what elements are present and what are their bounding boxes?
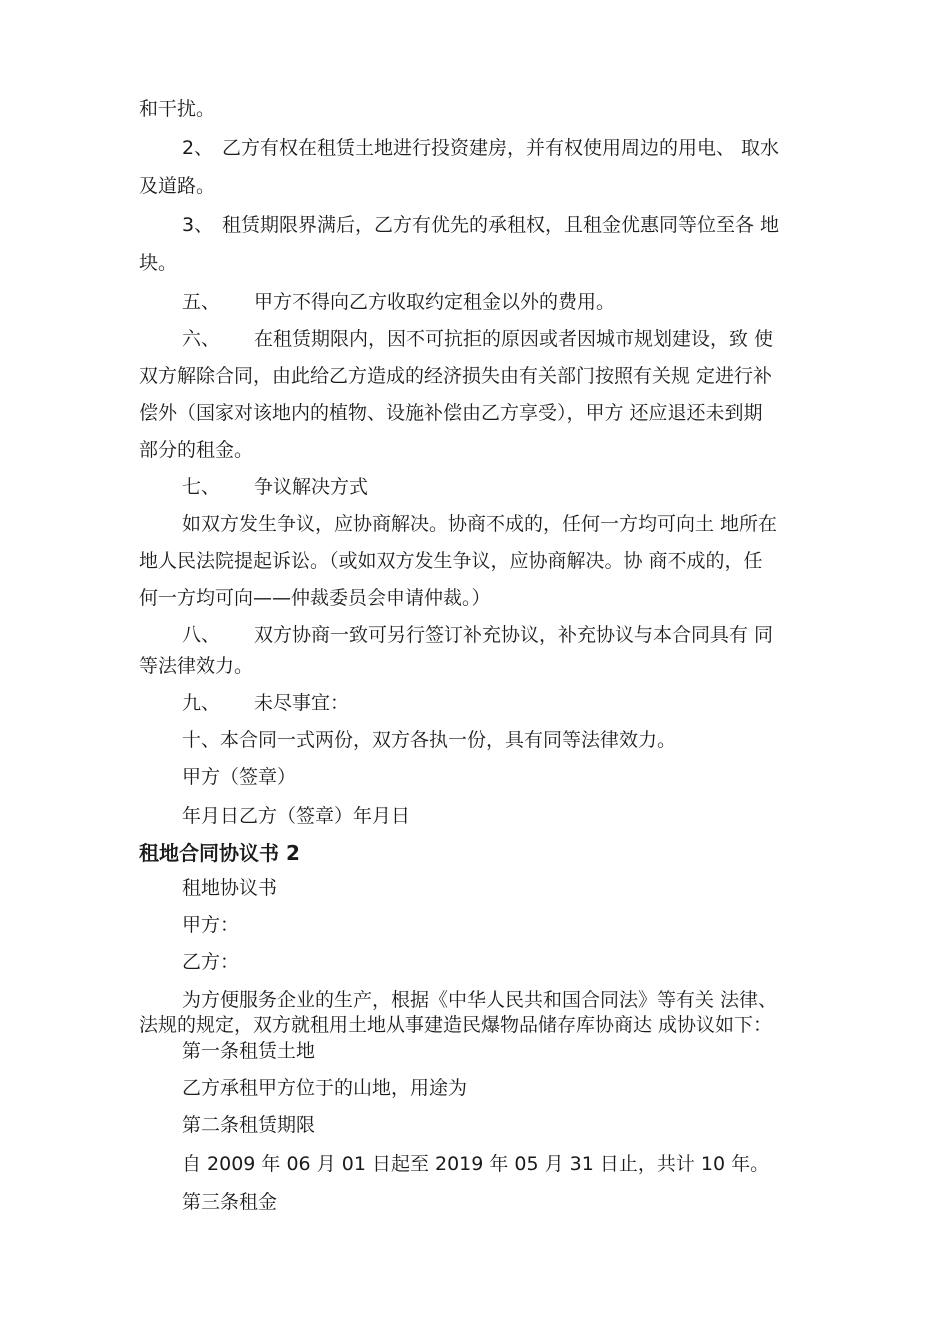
article-6-cont: 双方解除合同，由此给乙方造成的经济损失由有关部门按照有关规 定进行补 偿外（国家对该地内的植物、设施补偿由乙方享受），甲方 还应退还未到期 部分的租金。: [139, 365, 773, 461]
clause-number: 2、: [182, 137, 214, 159]
paragraph-cont: 和干扰。: [139, 98, 216, 120]
article-9: 九、 未尽事宜：: [182, 685, 827, 722]
article-1-heading: 第一条租赁土地: [182, 1040, 316, 1062]
article-number: 五、: [182, 291, 221, 313]
article-10: 十、本合同一式两份，双方各执一份，具有同等法律效力。: [182, 729, 677, 751]
clause-3: 3、 租赁期限界满后，乙方有优先的承租权，且租金优惠同等位至各 地: [182, 207, 827, 244]
party-a-signature: 甲方（签章）: [182, 766, 297, 788]
dispute-paragraph: 如双方发生争议，应协商解决。协商不成的，任何一方均可向土 地所在: [182, 513, 778, 535]
article-8: 八、 双方协商一致可另行签订补充协议，补充协议与本合同具有 同: [182, 617, 827, 654]
section-heading: 租地合同协议书 2: [139, 841, 300, 865]
clause-3-cont: 块。: [139, 252, 178, 274]
article-number: 六、: [182, 328, 221, 350]
article-number: 八、: [182, 624, 221, 646]
article-8-cont: 等法律效力。: [139, 655, 254, 677]
agreement-title: 租地协议书: [182, 877, 278, 899]
article-3-heading: 第三条租金: [182, 1191, 278, 1213]
clause-number: 3、: [182, 214, 214, 236]
clause-2: 2、 乙方有权在租赁土地进行投资建房，并有权使用周边的用电、 取水: [182, 130, 827, 167]
party-a-line: 甲方：: [182, 914, 240, 936]
dispute-paragraph-cont: 地人民法院提起诉讼。（或如双方发生争议，应协商解决。协 商不成的，任 何一方均可向——仲裁委员会申请仲裁。）: [139, 550, 763, 609]
article-5: 五、 甲方不得向乙方收取约定租金以外的费用。: [182, 284, 827, 321]
party-b-line: 乙方：: [182, 951, 240, 973]
article-number: 九、: [182, 692, 221, 714]
preamble: 为方便服务企业的生产，根据《中华人民共和国合同法》等有关 法律、: [182, 989, 778, 1011]
article-6: 六、 在租赁期限内，因不可抗拒的原因或者因城市规划建设，致 使: [182, 321, 827, 358]
clause-2-cont: 及道路。: [139, 175, 216, 197]
signature-date-line: 年月日乙方（签章）年月日: [182, 805, 411, 827]
article-7: 七、 争议解决方式: [182, 469, 827, 506]
article-2-text: 自 2009 年 06 月 01 日起至 2019 年 05 月 31 日止，共计 10 年。: [182, 1153, 770, 1175]
article-number: 七、: [182, 476, 221, 498]
article-2-heading: 第二条租赁期限: [182, 1114, 316, 1136]
article-1-text: 乙方承租甲方位于的山地，用途为: [182, 1077, 468, 1099]
preamble-cont: 法规的规定，双方就租用土地从事建造民爆物品储存库协商达 成协议如下：: [139, 1014, 773, 1036]
